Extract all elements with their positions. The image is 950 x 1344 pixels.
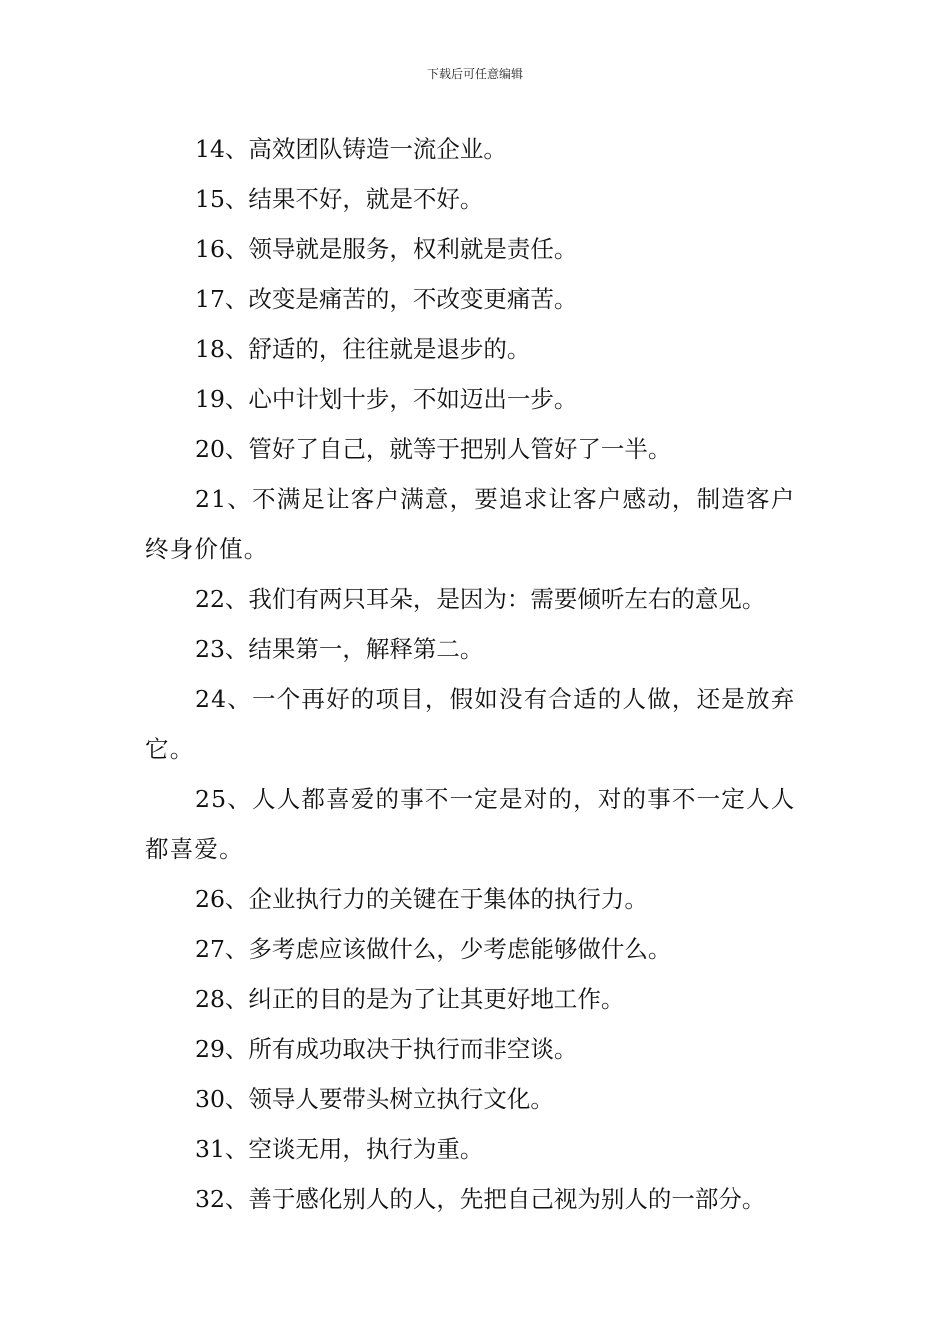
quote-item-32: 32、善于感化别人的人，先把自己视为别人的一部分。 (195, 1185, 766, 1213)
quote-item-31: 31、空谈无用，执行为重。 (195, 1135, 484, 1163)
quote-item-15: 15、结果不好，就是不好。 (195, 185, 484, 213)
quote-item-24: 24、一个再好的项目，假如没有合适的人做，还是放弃它。 (145, 685, 796, 763)
quote-item-16: 16、领导就是服务，权利就是责任。 (195, 235, 578, 263)
quote-item-17: 17、改变是痛苦的，不改变更痛苦。 (195, 285, 578, 313)
quote-item-21: 21、不满足让客户满意，要追求让客户感动，制造客户终身价值。 (145, 485, 796, 563)
quote-item-30: 30、领导人要带头树立执行文化。 (195, 1085, 554, 1113)
quote-item-27: 27、多考虑应该做什么，少考虑能够做什么。 (195, 935, 672, 963)
quote-item-25: 25、人人都喜爱的事不一定是对的，对的事不一定人人都喜爱。 (145, 785, 796, 863)
quote-item-22: 22、我们有两只耳朵，是因为：需要倾听左右的意见。 (195, 585, 766, 613)
quote-item-18: 18、舒适的，往往就是退步的。 (195, 335, 531, 363)
quote-item-14: 14、高效团队铸造一流企业。 (195, 135, 507, 163)
quote-item-23: 23、结果第一，解释第二。 (195, 635, 484, 663)
quote-list (145, 124, 810, 1224)
quote-item-26: 26、企业执行力的关键在于集体的执行力。 (195, 885, 648, 913)
quote-item-20: 20、管好了自己，就等于把别人管好了一半。 (195, 435, 672, 463)
page-header: 下载后可任意编辑 (426, 67, 523, 81)
quote-item-29: 29、所有成功取决于执行而非空谈。 (195, 1035, 578, 1063)
quote-item-19: 19、心中计划十步，不如迈出一步。 (195, 385, 578, 413)
quote-item-28: 28、纠正的目的是为了让其更好地工作。 (195, 985, 625, 1013)
